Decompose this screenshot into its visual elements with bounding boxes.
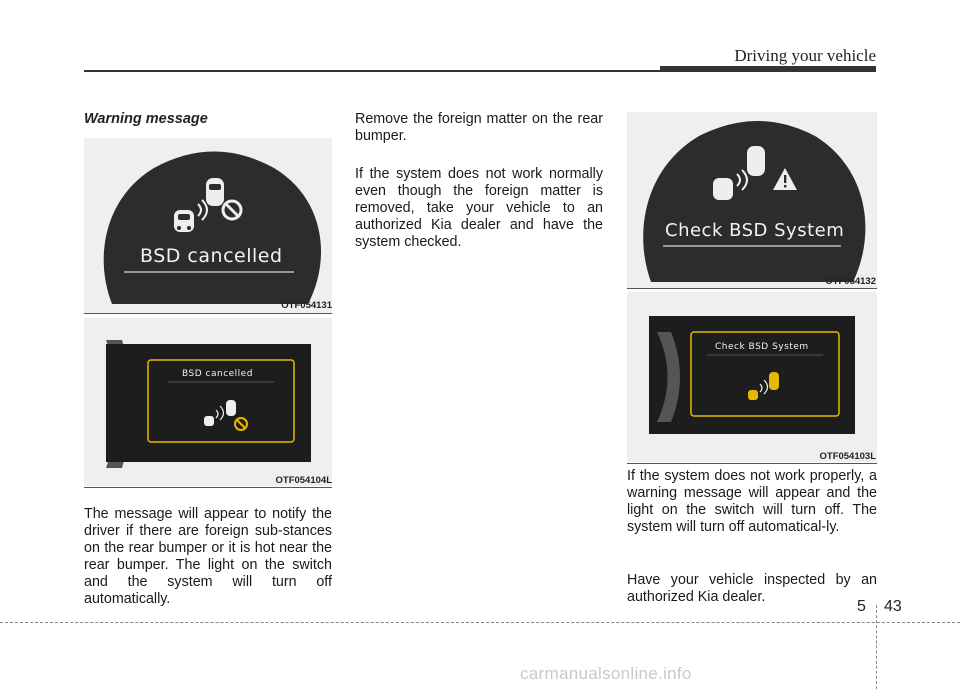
figure3-rule — [627, 288, 877, 289]
middle-paragraph-2: If the system does not work normally even though the foreign matter is removed, take your vehicle to an authorized Kia dealer and have the system checked. — [355, 166, 603, 250]
check-bsd-dial-image — [627, 112, 877, 288]
cluster-warning-text: Check BSD System — [715, 342, 809, 352]
own-car-icon — [226, 400, 236, 416]
figure3-caption: OTF054132 — [825, 276, 876, 287]
warning-message-heading: Warning message — [84, 111, 208, 127]
figure2-caption: OTF054104L — [275, 475, 332, 486]
figure-bsd-cancelled-cluster — [84, 318, 332, 486]
own-car-icon — [206, 178, 224, 206]
right-paragraph-1: If the system does not work properly, a warning message will appear and the light on the switch will turn off. The system will turn off automatical-ly. — [627, 468, 877, 535]
dial-warning-text: Check BSD System — [665, 220, 845, 241]
figure-check-bsd-cluster — [627, 292, 877, 462]
own-car-icon — [769, 372, 779, 390]
rear-car-icon — [713, 178, 733, 200]
figure1-rule — [84, 313, 332, 314]
rear-car-icon — [748, 390, 758, 400]
chapter-number: 5 — [857, 598, 866, 615]
figure1-caption: OTF054131 — [281, 300, 332, 311]
figure-bsd-cancelled-dial — [84, 138, 332, 314]
own-car-icon — [747, 146, 765, 176]
header-rule — [84, 70, 660, 72]
watermark: carmanualsonline.info — [520, 664, 692, 683]
bsd-cancelled-cluster-image — [84, 318, 332, 486]
header-rule-accent — [660, 66, 876, 72]
rear-car-icon — [174, 210, 194, 232]
cluster-message-text: BSD cancelled — [182, 369, 253, 379]
figure2-rule — [84, 487, 332, 488]
middle-paragraph-1: Remove the foreign matter on the rear bumper. — [355, 111, 603, 144]
figure4-rule — [627, 463, 877, 464]
right-paragraph-2: Have your vehicle inspected by an authorized Kia dealer. — [627, 572, 877, 605]
bsd-cancelled-dial-image — [84, 138, 332, 314]
page-number: 43 — [884, 598, 902, 615]
rear-car-icon — [204, 416, 214, 426]
check-bsd-cluster-image — [627, 292, 877, 462]
left-paragraph: The message will appear to notify the driver if there are foreign sub-stances on the rear bumper or it is hot near the rear bumper. The light on the switch and the system will turn off automatically. — [84, 506, 332, 607]
figure4-caption: OTF054103L — [819, 451, 876, 462]
figure-check-bsd-dial — [627, 112, 877, 288]
dial-message-text: BSD cancelled — [140, 245, 283, 267]
section-title: Driving your vehicle — [734, 46, 876, 65]
footer-divider — [876, 605, 877, 689]
footer-rule — [0, 622, 960, 623]
